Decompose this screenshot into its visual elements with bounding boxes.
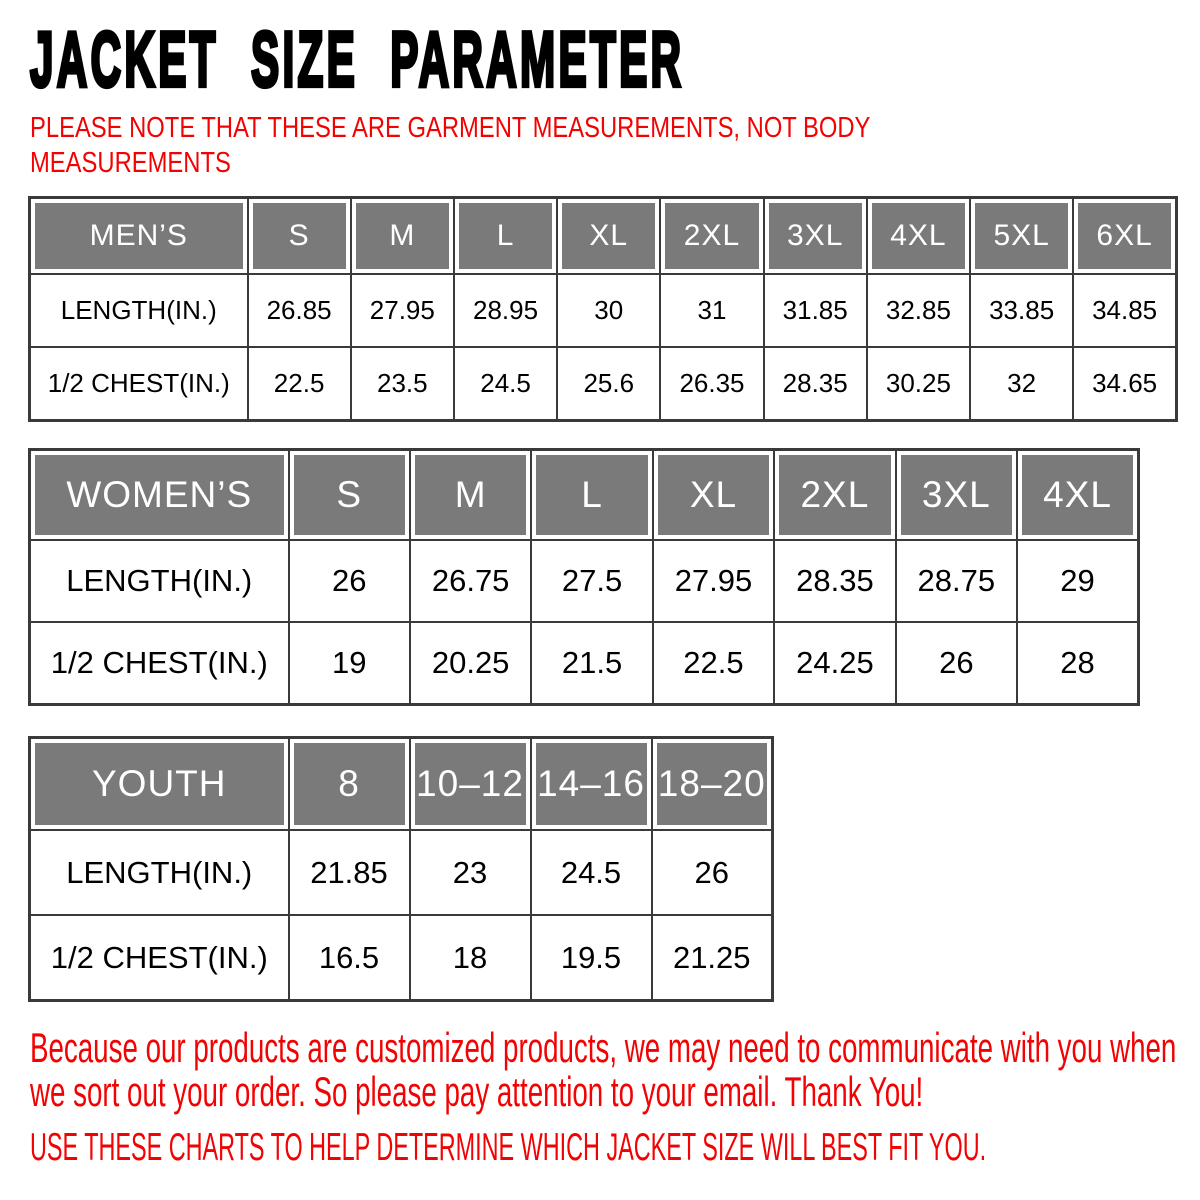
size-table-men-s — [28, 196, 1178, 422]
usage-note: USE THESE CHARTS TO HELP DETERMINE WHICH JACKET SIZE WILL BEST FIT YOU. — [30, 1126, 987, 1169]
measure-label: LENGTH(IN.) — [30, 540, 289, 622]
measure-value: 19 — [289, 622, 410, 705]
measure-value: 31.85 — [764, 274, 867, 347]
size-header: S — [248, 198, 351, 275]
measure-label: 1/2 CHEST(IN.) — [30, 622, 289, 705]
size-header: 10–12 — [410, 738, 531, 831]
measure-value: 28.75 — [896, 540, 1017, 622]
size-header: 14–16 — [531, 738, 652, 831]
measure-label: LENGTH(IN.) — [30, 830, 289, 915]
youth-size-table-slot — [28, 736, 774, 1002]
size-header: L — [454, 198, 557, 275]
size-table-youth — [28, 736, 774, 1002]
measure-label: 1/2 CHEST(IN.) — [30, 347, 248, 421]
measure-value: 30.25 — [867, 347, 970, 421]
size-header: 6XL — [1073, 198, 1176, 275]
garment-measurement-note: PLEASE NOTE THAT THESE ARE GARMENT MEASUREMENTS, NOT BODY MEASUREMENTS — [30, 112, 870, 179]
measure-value: 28 — [1017, 622, 1138, 705]
measure-value: 24.5 — [454, 347, 557, 421]
customization-note: Because our products are customized products, we may need to communicate with you when we sort out your order. So please pay attention to your email. Thank You! — [30, 1024, 1177, 1115]
measure-value: 30 — [557, 274, 660, 347]
size-header: M — [410, 450, 531, 541]
size-header: 4XL — [1017, 450, 1138, 541]
measure-value: 23.5 — [351, 347, 454, 421]
measure-value: 22.5 — [653, 622, 774, 705]
measure-value: 29 — [1017, 540, 1138, 622]
measure-value: 27.95 — [653, 540, 774, 622]
measure-value: 24.25 — [774, 622, 895, 705]
measure-value: 18 — [410, 915, 531, 1001]
size-header: 8 — [289, 738, 410, 831]
measure-value: 21.25 — [652, 915, 773, 1001]
measure-label: 1/2 CHEST(IN.) — [30, 915, 289, 1001]
measure-value: 31 — [660, 274, 763, 347]
measure-value: 25.6 — [557, 347, 660, 421]
size-header: 4XL — [867, 198, 970, 275]
measure-value: 16.5 — [289, 915, 410, 1001]
measure-value: 28.95 — [454, 274, 557, 347]
size-header: L — [531, 450, 652, 541]
measure-value: 20.25 — [410, 622, 531, 705]
size-table-women-s — [28, 448, 1140, 706]
measure-value: 32 — [970, 347, 1073, 421]
measure-value: 33.85 — [970, 274, 1073, 347]
measure-value: 21.85 — [289, 830, 410, 915]
measure-value: 19.5 — [531, 915, 652, 1001]
measure-value: 28.35 — [764, 347, 867, 421]
measure-value: 28.35 — [774, 540, 895, 622]
womens-size-table-slot — [28, 448, 1140, 706]
size-header: 5XL — [970, 198, 1073, 275]
size-header: 2XL — [660, 198, 763, 275]
measure-value: 26 — [896, 622, 1017, 705]
measure-value: 34.85 — [1073, 274, 1176, 347]
measure-value: 26 — [652, 830, 773, 915]
size-header: M — [351, 198, 454, 275]
size-header: 2XL — [774, 450, 895, 541]
measure-value: 24.5 — [531, 830, 652, 915]
measure-value: 27.5 — [531, 540, 652, 622]
measure-value: 21.5 — [531, 622, 652, 705]
size-header: XL — [557, 198, 660, 275]
page-title: JACKET SIZE PARAMETER — [30, 15, 685, 103]
measure-value: 26.75 — [410, 540, 531, 622]
measure-value: 23 — [410, 830, 531, 915]
size-header: XL — [653, 450, 774, 541]
size-header: 3XL — [896, 450, 1017, 541]
measure-value: 22.5 — [248, 347, 351, 421]
size-header: S — [289, 450, 410, 541]
group-header: WOMEN’S — [30, 450, 289, 541]
measure-value: 32.85 — [867, 274, 970, 347]
group-header: MEN’S — [30, 198, 248, 275]
measure-value: 26 — [289, 540, 410, 622]
group-header: YOUTH — [30, 738, 289, 831]
measure-value: 26.35 — [660, 347, 763, 421]
measure-label: LENGTH(IN.) — [30, 274, 248, 347]
mens-size-table-slot — [28, 196, 1178, 422]
size-header: 3XL — [764, 198, 867, 275]
size-header: 18–20 — [652, 738, 773, 831]
measure-value: 26.85 — [248, 274, 351, 347]
measure-value: 34.65 — [1073, 347, 1176, 421]
measure-value: 27.95 — [351, 274, 454, 347]
